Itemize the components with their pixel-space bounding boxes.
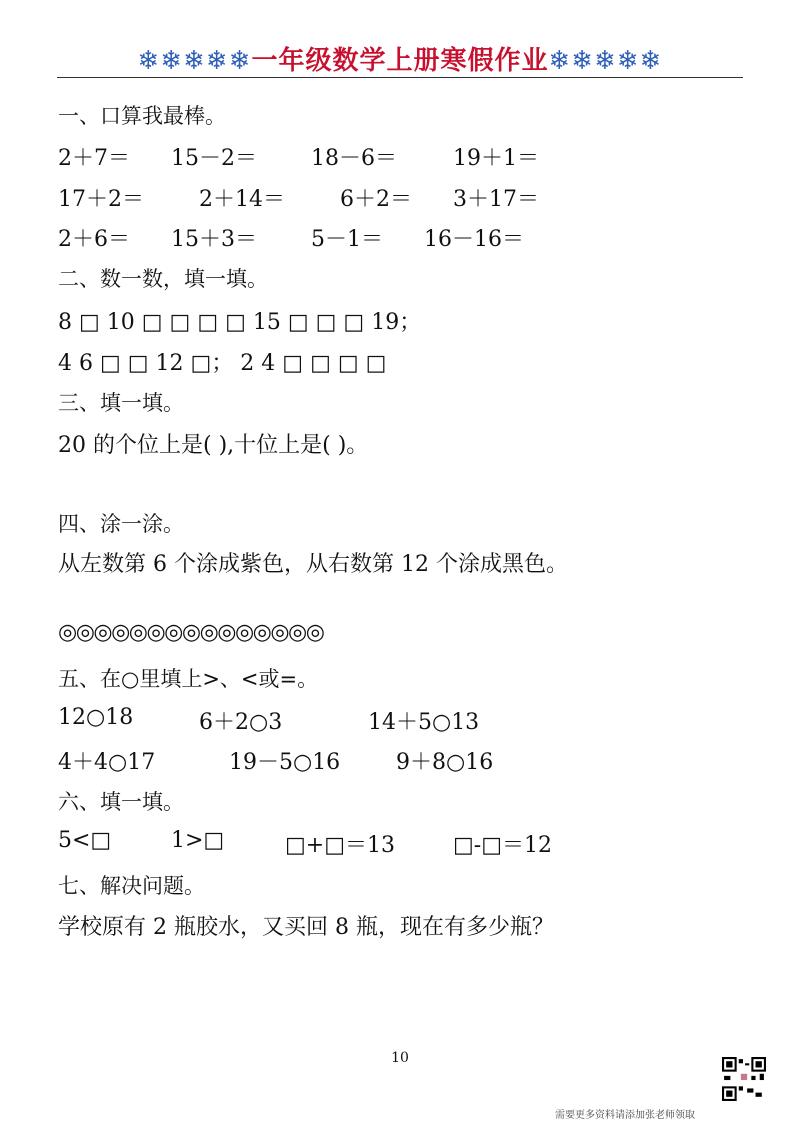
qr-code-icon [722, 1057, 766, 1101]
comparison-row-2 [58, 745, 758, 775]
equation: 2＋6＝ [58, 227, 130, 252]
coloring-instruction: 从左数第 6 个涂成紫色，从右数第 12 个涂成黑色。 [58, 552, 568, 577]
equation: 15＋3＝ [171, 227, 257, 252]
section7-heading: 七、解决问题。 [58, 874, 205, 898]
equation: 2＋14＝ [199, 187, 285, 212]
equation: 2＋7＝ [58, 146, 130, 171]
equation: 3＋17＝ [453, 187, 539, 212]
number-sequence-1: 8 □ 10 □ □ □ □ 15 □ □ □ 19； [58, 310, 422, 335]
place-value-question: 20 的个位上是( ),十位上是( )。 [58, 433, 369, 458]
section1-heading: 一、口算我最棒。 [58, 104, 226, 128]
equation: 17＋2＝ [58, 187, 144, 212]
equation: 6＋2＝ [340, 187, 412, 212]
comparison: 14＋5○13 [368, 710, 480, 735]
comparison: 6＋2○3 [199, 710, 283, 735]
circle-row: ◎◎◎◎◎◎◎◎◎◎◎◎◎◎◎ [58, 620, 324, 645]
equation: 5－1＝ [311, 227, 383, 252]
section1-row-2 [58, 182, 758, 212]
snowflake-decoration-right: ❄❄❄❄❄ [548, 46, 663, 76]
page-number: 10 [391, 1050, 409, 1066]
page-header [0, 40, 800, 77]
header-divider [57, 77, 743, 78]
section1-row-1 [58, 141, 758, 171]
comparison-row-1 [58, 705, 758, 735]
comparison: 12○18 [58, 705, 134, 730]
section6-heading: 六、填一填。 [58, 790, 184, 814]
section5-heading: 五、在○里填上>、<或=。 [58, 667, 319, 691]
section4-heading: 四、涂一涂。 [58, 512, 184, 536]
inequality: 5<□ [58, 828, 112, 853]
box-equation: □-□＝12 [453, 833, 553, 858]
number-sequence-2: 4 6 □ □ 12 □； 2 4 □ □ □ □ [58, 351, 387, 376]
snowflake-decoration-left: ❄❄❄❄❄ [137, 46, 252, 76]
box-equation: □+□＝13 [285, 833, 396, 858]
comparison: 4＋4○17 [58, 750, 156, 775]
inequality-row [58, 828, 758, 858]
comparison: 19－5○16 [229, 750, 341, 775]
footer-note: 需要更多资料请添加张老师领取 [555, 1110, 695, 1121]
inequality: 1>□ [171, 828, 225, 853]
page-title: 一年级数学上册寒假作业 [251, 46, 549, 76]
equation: 19＋1＝ [453, 146, 539, 171]
section3-heading: 三、填一填。 [58, 391, 184, 415]
section2-heading: 二、数一数，填一填。 [58, 267, 268, 291]
section1-row-3 [58, 222, 758, 252]
equation: 16－16＝ [424, 227, 524, 252]
equation: 15－2＝ [171, 146, 257, 171]
comparison: 9＋8○16 [396, 750, 494, 775]
equation: 18－6＝ [311, 146, 397, 171]
word-problem: 学校原有 2 瓶胶水，又买回 8 瓶，现在有多少瓶？ [58, 915, 554, 940]
